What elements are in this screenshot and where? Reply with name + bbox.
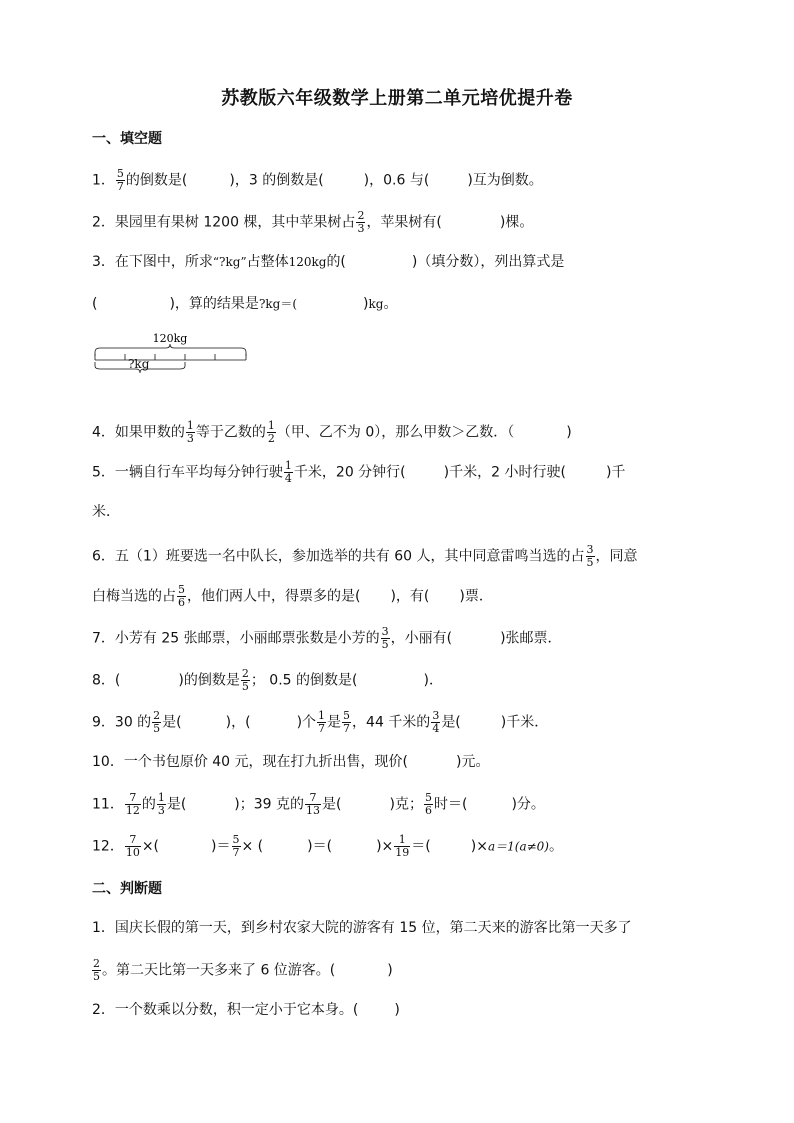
question-3-line-2: ( )，算的结果是?kg＝( )kg。 [92,296,398,312]
judge-2: 2．一个数乘以分数，积一定小于它本身。( ) [92,1002,400,1018]
judge-1-line-2: $\frac{2}{5}$ 。第二天比第一天多来了 6 位游客。( ) [93,957,393,983]
section-true-false: 二、判断题 [92,881,162,897]
section-fill-blank: 一、填空题 [92,131,162,147]
question-10: 10．一个书包原价 40 元，现在打九折出售，现价( )元。 [92,754,490,770]
diagram-bottom-label: ?kg [128,357,150,371]
question-5: 5．一辆自行车平均每分钟行驶 $\frac{1}{4}$ 千米，20 分钟行( )千米，2 小时行驶( )千 [92,459,626,485]
question-9: 9．30 的 $\frac{2}{5}$ 是( )，( )个 $\frac{1}{7}$ 是 $\frac{5}{7}$ ，44 千米的 $\frac{3}{4}$ 是( )千米． [92,709,549,735]
segment-diagram [88,328,258,378]
question-5-line-2: 米． [92,504,120,520]
question-8: 8．( )的倒数是 $\frac{2}{5}$ ； 0.5 的倒数是( )． [92,667,443,693]
question-3: 3．在下图中，所求“?kg”占整体120kg的( )（填分数），列出算式是 [92,254,565,270]
question-4: 4．如果甲数的 $\frac{1}{3}$ 等于乙数的 $\frac{1}{2}$ （甲、乙不为 0），那么甲数＞乙数．（ ) [92,419,572,445]
question-6: 6．五（1）班要选一名中队长，参加选举的共有 60 人，其中同意雷鸣当选的占 $\frac{3}{5}$ ，同意 [92,543,638,569]
question-7: 7．小芳有 25 张邮票，小丽邮票张数是小芳的 $\frac{3}{5}$ ，小丽有( )张邮票． [92,625,562,651]
question-2: 2．果园里有果树 1200 棵，其中苹果树占 $\frac{2}{3}$ ，苹果树有( )棵。 [92,209,534,235]
judge-1: 1．国庆长假的第一天，到乡村农家大院的游客有 15 位，第二天来的游客比第一天多了 [92,920,632,936]
question-1: 1． $\frac{5}{7}$ 的倒数是( )，3 的倒数是( )，0.6 与( )互为倒数。 [92,167,543,193]
question-12: 12． $\frac{7}{10}$ ×( )＝ $\frac{5}{7}$ × ( )＝( )× $\frac{1}{19}$ ＝( )×a＝1(a≠0)。 [92,833,563,859]
question-11: 11． $\frac{7}{12}$ 的 $\frac{1}{3}$ 是( )；39 克的 $\frac{7}{13}$ 是( )克； $\frac{5}{6}$ 时＝( )分。 [92,791,545,817]
page-title: 苏教版六年级数学上册第二单元培优提升卷 [221,88,573,109]
question-6-line-2: 白梅当选的占 $\frac{5}{6}$ ，他们两人中，得票多的是( )，有( )票． [92,583,493,609]
diagram-top-label: 120kg [152,332,188,345]
